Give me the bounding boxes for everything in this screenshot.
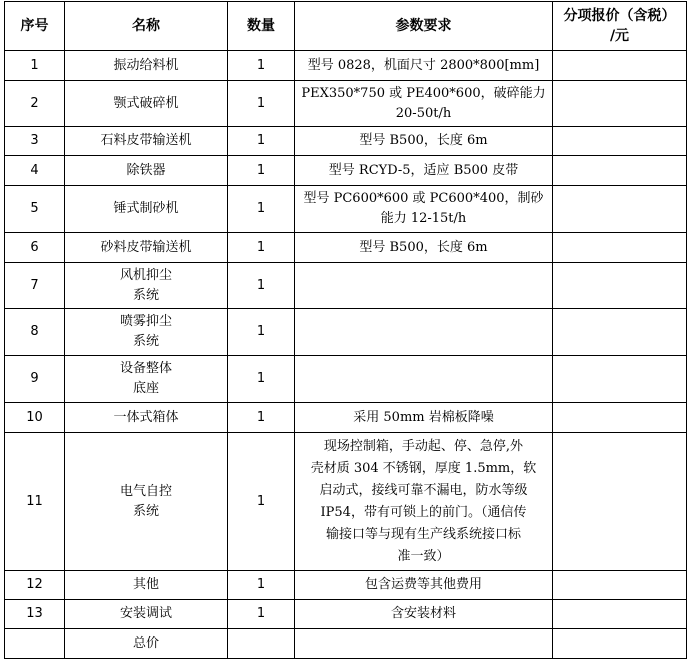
table-row [5, 571, 687, 600]
row-name: 砂料皮带输送机 [65, 233, 228, 263]
row-index: 2 [5, 81, 65, 127]
row-name: 石料皮带输送机 [65, 127, 228, 156]
row-index: 12 [5, 571, 65, 600]
header-price-line2: /元 [609, 28, 630, 44]
row-name: 一体式箱体 [65, 403, 228, 433]
row-quantity: 1 [228, 433, 295, 571]
total-label: 总价 [65, 629, 228, 659]
row-price [553, 233, 687, 263]
row-params-line: 壳材质 304 不锈钢，厚度 1.5mm，软 [310, 460, 537, 476]
row-index: 1 [5, 51, 65, 81]
row-name [65, 433, 228, 571]
row-quantity: 1 [228, 571, 295, 600]
row-params-line: 输接口等与现有生产线系统接口标 [325, 526, 521, 542]
table-row [5, 403, 687, 433]
row-params-line: 现场控制箱，手动起、停、急停,外 [323, 438, 524, 454]
row-name-line: 喷雾抑尘 [119, 314, 172, 329]
row-quantity: 1 [228, 403, 295, 433]
row-quantity: 1 [228, 81, 295, 127]
header-params: 参数要求 [295, 2, 553, 51]
header-name: 名称 [65, 2, 228, 51]
row-price [553, 356, 687, 403]
row-params: 含安装材料 [295, 600, 553, 629]
table-row [5, 263, 687, 309]
table-row [5, 356, 687, 403]
row-params-line: PEX350*750 或 PE400*600，破碎能力 [301, 85, 546, 101]
row-price [553, 571, 687, 600]
row-quantity: 1 [228, 186, 295, 233]
row-index: 9 [5, 356, 65, 403]
row-name-line: 设备整体 [119, 361, 172, 376]
table-row [5, 309, 687, 356]
header-index: 序号 [5, 2, 65, 51]
row-params [295, 263, 553, 309]
row-params [295, 356, 553, 403]
header-price-line1: 分项报价（含税） [563, 8, 676, 24]
quotation-table [4, 1, 687, 659]
row-price [553, 433, 687, 571]
row-params: 型号 B500，长度 6m [295, 233, 553, 263]
row-params [295, 81, 553, 127]
table-row [5, 600, 687, 629]
row-params: 型号 B500，长度 6m [295, 127, 553, 156]
row-name: 其他 [65, 571, 228, 600]
row-name: 锤式制砂机 [65, 186, 228, 233]
row-index: 3 [5, 127, 65, 156]
total-row [5, 629, 687, 659]
header-row [5, 2, 687, 51]
row-name-line: 系统 [132, 334, 159, 349]
row-index: 10 [5, 403, 65, 433]
row-name: 安装调试 [65, 600, 228, 629]
row-price [553, 403, 687, 433]
row-quantity: 1 [228, 263, 295, 309]
row-price [553, 156, 687, 186]
row-index: 8 [5, 309, 65, 356]
row-quantity: 1 [228, 51, 295, 81]
row-price [553, 51, 687, 81]
row-index: 13 [5, 600, 65, 629]
total-params-cell [295, 629, 553, 659]
row-index: 5 [5, 186, 65, 233]
row-name-line: 风机抑尘 [119, 267, 172, 283]
row-params: 包含运费等其他费用 [295, 571, 553, 600]
row-name: 除铁器 [65, 156, 228, 186]
row-quantity: 1 [228, 127, 295, 156]
row-params-line: IP54，带有可锁上的前门。（通信传 [320, 504, 527, 520]
row-price [553, 309, 687, 356]
table-row [5, 433, 687, 571]
total-quantity-cell [228, 629, 295, 659]
row-price [553, 81, 687, 127]
row-index: 11 [5, 433, 65, 571]
row-name-line: 系统 [132, 287, 159, 303]
header-quantity: 数量 [228, 2, 295, 51]
row-params: 采用 50mm 岩棉板降噪 [295, 403, 553, 433]
row-index: 6 [5, 233, 65, 263]
row-params [295, 186, 553, 233]
row-params-line: 能力 12-15t/h [380, 211, 467, 226]
row-price [553, 263, 687, 309]
table-row [5, 127, 687, 156]
total-index-cell [5, 629, 65, 659]
table-row [5, 186, 687, 233]
row-params: 型号 RCYD-5，适应 B500 皮带 [295, 156, 553, 186]
row-quantity: 1 [228, 309, 295, 356]
table-row [5, 233, 687, 263]
table-row [5, 156, 687, 186]
row-params-line: 启动式，接线可靠不漏电，防水等级 [319, 482, 528, 498]
row-name [65, 263, 228, 309]
row-quantity: 1 [228, 233, 295, 263]
row-name: 颚式破碎机 [65, 81, 228, 127]
row-name-line: 系统 [132, 503, 159, 519]
row-params [295, 433, 553, 571]
row-index: 4 [5, 156, 65, 186]
row-name [65, 309, 228, 356]
row-name-line: 电气自控 [119, 483, 172, 499]
row-quantity: 1 [228, 156, 295, 186]
row-params [295, 309, 553, 356]
row-price [553, 127, 687, 156]
table-row [5, 81, 687, 127]
table-row [5, 51, 687, 81]
total-value [553, 629, 687, 659]
row-quantity: 1 [228, 356, 295, 403]
header-price [553, 2, 687, 51]
row-name: 振动给料机 [65, 51, 228, 81]
row-name [65, 356, 228, 403]
row-price [553, 186, 687, 233]
row-quantity: 1 [228, 600, 295, 629]
row-params-line: 准一致） [397, 548, 450, 564]
row-params: 型号 0828，机面尺寸 2800*800[mm] [295, 51, 553, 81]
row-name-line: 底座 [132, 381, 159, 396]
row-params-line: 20-50t/h [395, 105, 452, 121]
row-index: 7 [5, 263, 65, 309]
row-price [553, 600, 687, 629]
row-params-line: 型号 PC600*600 或 PC600*400，制砂 [303, 191, 544, 206]
